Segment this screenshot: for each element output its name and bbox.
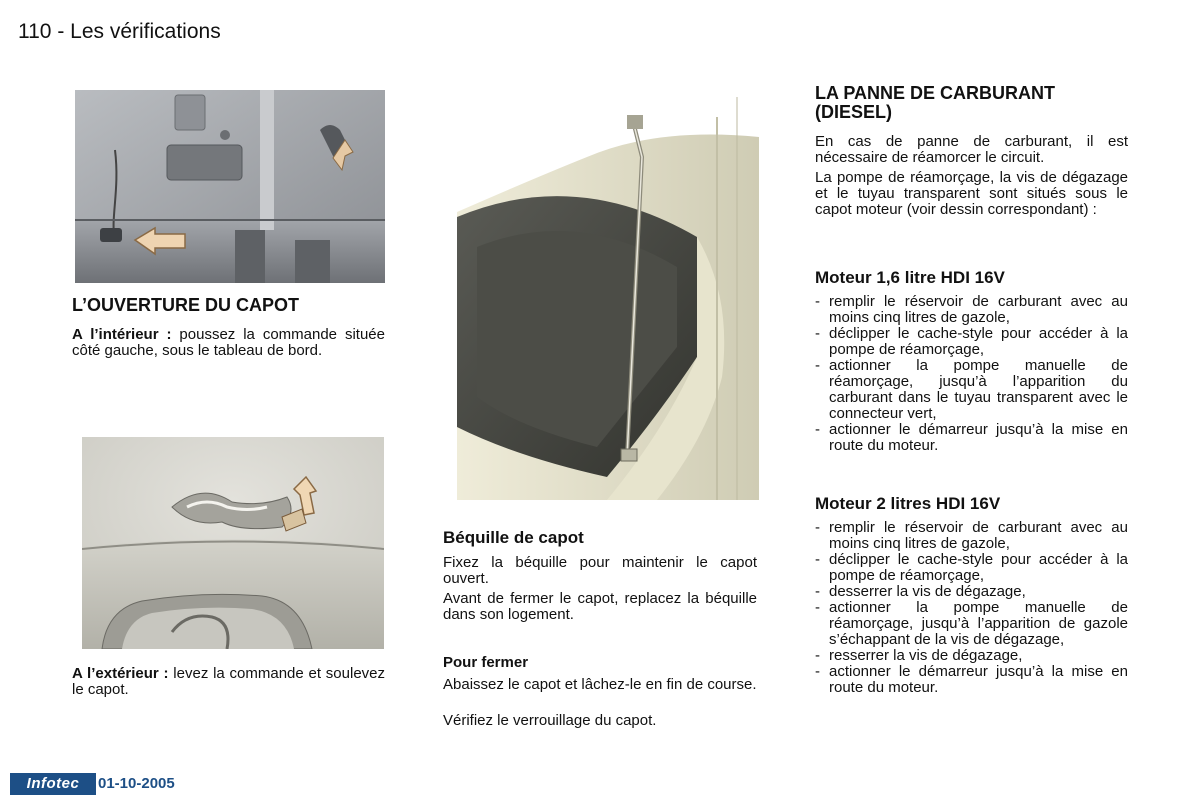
engine-16-step-2: - déclipper le cache-style pour accéder à la pompe de réamorçage, xyxy=(815,326,1128,358)
engine-20-step-3: - desserrer la vis de dégazage, xyxy=(815,584,1128,600)
exterior-paragraph xyxy=(72,666,385,698)
infotec-logo: Infotec xyxy=(10,773,96,795)
interior-release-illustration xyxy=(75,90,385,283)
engine-20-step-6: - actionner le démarreur jusqu’à la mise en route du moteur. xyxy=(815,664,1128,696)
engine-20-step-5: - resserrer la vis de dégazage, xyxy=(815,648,1128,664)
hood-opening-title: L’OUVERTURE DU CAPOT xyxy=(72,295,300,315)
fuel-outage-title-line1: LA PANNE DE CARBURANT xyxy=(815,83,1055,103)
engine-20-step-4: - actionner la pompe manuelle de réamorçage, jusqu’à l’apparition de gazole s’échappant de la vis de dégazage, xyxy=(815,600,1128,648)
engine-16-steps xyxy=(815,294,1128,454)
engine-16-step-4: - actionner le démarreur jusqu’à la mise en route du moteur. xyxy=(815,422,1128,454)
engine-16-step-3: - actionner la pompe manuelle de réamorçage, jusqu’à l’apparition du carburant dans le tuyau transparent avec le connecteur vert, xyxy=(815,358,1128,422)
interior-release-drawing xyxy=(75,90,385,283)
hood-prop-paragraph-1: Fixez la béquille pour maintenir le capot ouvert. xyxy=(443,554,757,587)
fuel-outage-title-line2: (DIESEL) xyxy=(815,102,893,122)
engine-16-title: Moteur 1,6 litre HDI 16V xyxy=(815,268,1005,287)
page-header: 110 - Les vérifications xyxy=(18,20,221,43)
engine-20-step-2: - déclipper le cache-style pour accéder à la pompe de réamorçage, xyxy=(815,552,1128,584)
fuel-outage-paragraph-1: En cas de panne de carburant, il est nécessaire de réamorcer le circuit. xyxy=(815,133,1128,166)
hood-prop-drawing xyxy=(457,97,759,500)
exterior-label: A l’extérieur : xyxy=(72,665,169,682)
hood-prop-title: Béquille de capot xyxy=(443,528,584,547)
interior-paragraph xyxy=(72,327,385,359)
hood-prop-illustration xyxy=(457,97,759,500)
closing-paragraph-1: Abaissez le capot et lâchez-le en fin de course. xyxy=(443,676,757,693)
hood-prop-paragraph-2: Avant de fermer le capot, replacez la béquille dans son logement. xyxy=(443,590,757,623)
closing-paragraph-2: Vérifiez le verrouillage du capot. xyxy=(443,712,657,729)
engine-20-title: Moteur 2 litres HDI 16V xyxy=(815,494,1001,513)
fuel-outage-paragraph-2: La pompe de réamorçage, la vis de dégazage et le tuyau transparent sont situés sous le capot moteur (voir dessin correspondant) : xyxy=(815,169,1128,218)
exterior-lever-illustration xyxy=(82,437,384,649)
exterior-text: levez la commande et soulevez le capot. xyxy=(72,665,385,698)
interior-label: A l’intérieur : xyxy=(72,326,172,343)
engine-20-step-1: - remplir le réservoir de carburant avec au moins cinq litres de gazole, xyxy=(815,520,1128,552)
footer-date: 01-10-2005 xyxy=(98,775,175,792)
closing-subtitle: Pour fermer xyxy=(443,654,529,671)
interior-text: poussez la commande située côté gauche, sous le tableau de bord. xyxy=(72,326,385,359)
fuel-outage-title xyxy=(815,84,1145,122)
engine-20-steps xyxy=(815,520,1128,696)
engine-16-step-1: - remplir le réservoir de carburant avec au moins cinq litres de gazole, xyxy=(815,294,1128,326)
exterior-lever-drawing xyxy=(82,437,384,649)
